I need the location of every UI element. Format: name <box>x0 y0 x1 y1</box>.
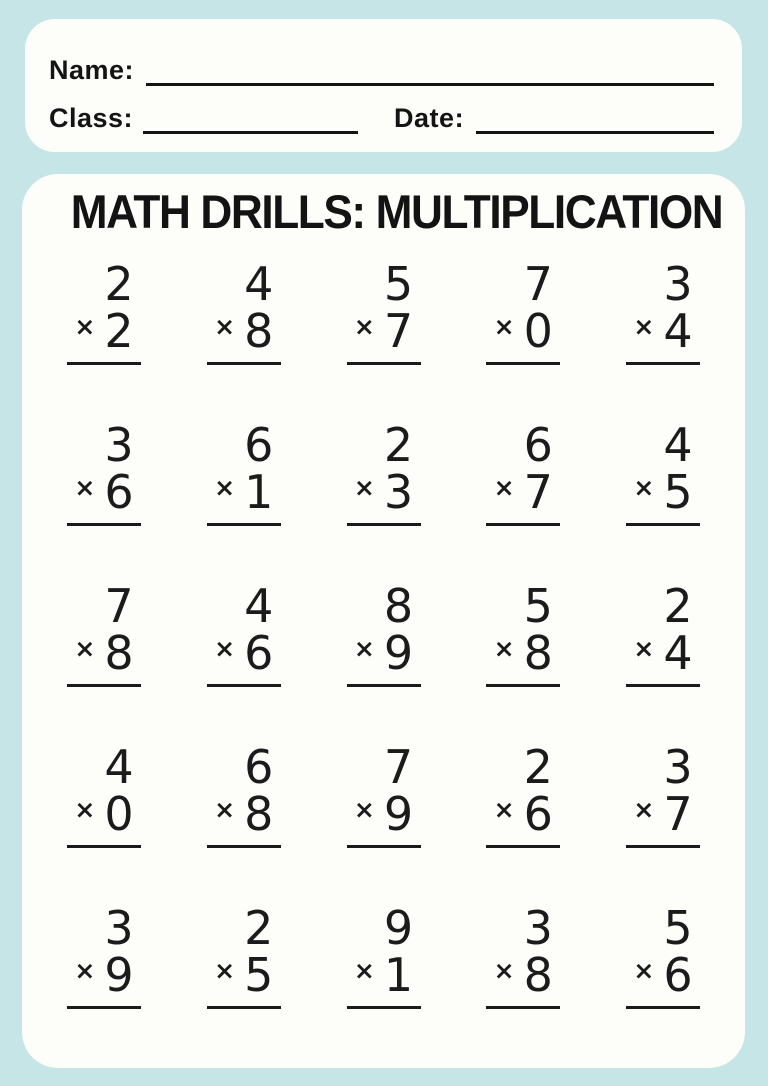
problem <box>194 900 294 1009</box>
answer-line[interactable] <box>486 1006 560 1009</box>
answer-line[interactable] <box>207 523 281 526</box>
bottom-operand-row <box>214 625 274 680</box>
problem <box>54 417 154 526</box>
multiplication-sign-icon: × <box>633 955 655 985</box>
bottom-operand: 2 <box>104 303 134 358</box>
multiplication-sign-icon: × <box>74 633 96 663</box>
top-operand-row <box>494 900 553 955</box>
bottom-operand: 1 <box>383 947 414 1002</box>
answer-line[interactable] <box>67 845 141 848</box>
top-operand: 7 <box>383 739 414 794</box>
bottom-operand-row <box>74 464 134 519</box>
top-operand-row <box>214 256 274 311</box>
class-date-field-row <box>49 94 714 134</box>
top-operand-row <box>354 256 414 311</box>
bottom-operand: 9 <box>104 947 134 1002</box>
answer-line[interactable] <box>626 684 700 687</box>
problem-row <box>54 578 713 687</box>
bottom-operand-row <box>353 625 414 680</box>
answer-line[interactable] <box>486 684 560 687</box>
problem <box>334 578 434 687</box>
top-operand: 5 <box>383 256 414 311</box>
answer-line[interactable] <box>347 684 421 687</box>
multiplication-sign-icon: × <box>493 633 515 663</box>
bottom-operand-row <box>633 303 693 358</box>
bottom-operand: 8 <box>523 625 553 680</box>
top-operand-row <box>494 417 553 472</box>
bottom-operand: 9 <box>383 786 414 841</box>
answer-line[interactable] <box>486 362 560 365</box>
top-operand: 6 <box>244 417 274 472</box>
multiplication-sign-icon: × <box>633 311 655 341</box>
class-line[interactable] <box>143 110 358 134</box>
problem <box>613 739 713 848</box>
problem <box>194 417 294 526</box>
bottom-operand-row <box>74 786 134 841</box>
bottom-operand: 6 <box>244 625 274 680</box>
bottom-operand: 7 <box>663 786 693 841</box>
top-operand-row <box>214 739 274 794</box>
top-operand-row <box>633 739 693 794</box>
bottom-operand: 7 <box>383 303 414 358</box>
multiplication-sign-icon: × <box>493 794 515 824</box>
answer-line[interactable] <box>347 845 421 848</box>
top-operand: 6 <box>244 739 274 794</box>
top-operand: 3 <box>104 900 134 955</box>
worksheet-card <box>22 174 745 1068</box>
bottom-operand-row <box>353 786 414 841</box>
multiplication-sign-icon: × <box>74 794 96 824</box>
answer-line[interactable] <box>347 523 421 526</box>
answer-line[interactable] <box>207 362 281 365</box>
multiplication-sign-icon: × <box>353 311 375 341</box>
answer-line[interactable] <box>626 362 700 365</box>
answer-line[interactable] <box>347 1006 421 1009</box>
multiplication-sign-icon: × <box>353 633 375 663</box>
problems-grid <box>50 256 717 1009</box>
problem <box>613 900 713 1009</box>
multiplication-sign-icon: × <box>74 472 96 502</box>
answer-line[interactable] <box>347 362 421 365</box>
bottom-operand-row <box>74 303 134 358</box>
bottom-operand-row <box>493 786 553 841</box>
top-operand-row <box>354 739 414 794</box>
bottom-operand-row <box>633 625 693 680</box>
top-operand: 5 <box>663 900 693 955</box>
answer-line[interactable] <box>207 845 281 848</box>
answer-line[interactable] <box>67 362 141 365</box>
top-operand: 3 <box>104 417 134 472</box>
problem-row <box>54 739 713 848</box>
top-operand-row <box>74 417 134 472</box>
problem <box>613 256 713 365</box>
problem-row <box>54 417 713 526</box>
multiplication-sign-icon: × <box>633 794 655 824</box>
top-operand-row <box>494 739 553 794</box>
bottom-operand-row <box>633 947 693 1002</box>
top-operand-row <box>494 578 553 633</box>
header-card <box>25 19 742 152</box>
top-operand-row <box>214 578 274 633</box>
multiplication-sign-icon: × <box>214 794 236 824</box>
bottom-operand-row <box>493 464 553 519</box>
problem <box>334 417 434 526</box>
problem <box>613 417 713 526</box>
top-operand: 3 <box>523 900 553 955</box>
bottom-operand: 5 <box>244 947 274 1002</box>
bottom-operand-row <box>214 947 274 1002</box>
answer-line[interactable] <box>67 684 141 687</box>
bottom-operand: 8 <box>244 303 274 358</box>
top-operand-row <box>74 256 134 311</box>
bottom-operand-row <box>353 464 414 519</box>
bottom-operand: 8 <box>523 947 553 1002</box>
answer-line[interactable] <box>67 1006 141 1009</box>
top-operand: 9 <box>383 900 414 955</box>
top-operand: 3 <box>663 739 693 794</box>
bottom-operand-row <box>633 464 693 519</box>
bottom-operand: 6 <box>663 947 693 1002</box>
answer-line[interactable] <box>486 845 560 848</box>
problem <box>194 739 294 848</box>
problem <box>54 739 154 848</box>
problem <box>473 739 573 848</box>
date-label: Date: <box>394 103 465 133</box>
bottom-operand-row <box>493 303 553 358</box>
bottom-operand-row <box>214 464 274 519</box>
bottom-operand: 8 <box>244 786 274 841</box>
problem <box>473 578 573 687</box>
title-wrap <box>50 185 723 238</box>
top-operand: 4 <box>104 739 134 794</box>
top-operand-row <box>74 578 134 633</box>
top-operand-row <box>633 417 693 472</box>
bottom-operand: 4 <box>663 625 693 680</box>
bottom-operand-row <box>493 947 553 1002</box>
top-operand-row <box>354 417 414 472</box>
bottom-operand: 3 <box>383 464 414 519</box>
top-operand: 2 <box>523 739 553 794</box>
bottom-operand-row <box>633 786 693 841</box>
bottom-operand-row <box>74 947 134 1002</box>
date-line[interactable] <box>476 110 714 134</box>
class-label: Class: <box>49 103 134 133</box>
bottom-operand-row <box>353 947 414 1002</box>
problem <box>194 578 294 687</box>
name-line[interactable] <box>146 62 714 86</box>
worksheet-title: MATH DRILLS: MULTIPLICATION <box>70 185 723 238</box>
bottom-operand-row <box>214 303 274 358</box>
answer-line[interactable] <box>486 523 560 526</box>
top-operand: 7 <box>523 256 553 311</box>
problem-row <box>54 900 713 1009</box>
bottom-operand-row <box>74 625 134 680</box>
top-operand: 2 <box>104 256 134 311</box>
top-operand-row <box>74 739 134 794</box>
multiplication-sign-icon: × <box>74 311 96 341</box>
top-operand: 4 <box>244 256 274 311</box>
name-field-row <box>49 46 714 86</box>
bottom-operand: 1 <box>244 464 274 519</box>
multiplication-sign-icon: × <box>353 794 375 824</box>
bottom-operand-row <box>214 786 274 841</box>
problem <box>54 900 154 1009</box>
top-operand-row <box>633 900 693 955</box>
bottom-operand-row <box>493 625 553 680</box>
bottom-operand: 8 <box>104 625 134 680</box>
bottom-operand: 0 <box>523 303 553 358</box>
multiplication-sign-icon: × <box>353 955 375 985</box>
top-operand: 3 <box>663 256 693 311</box>
name-label: Name: <box>49 55 135 85</box>
problem <box>194 256 294 365</box>
multiplication-sign-icon: × <box>493 311 515 341</box>
top-operand: 4 <box>663 417 693 472</box>
answer-line[interactable] <box>67 523 141 526</box>
top-operand-row <box>633 578 693 633</box>
multiplication-sign-icon: × <box>633 633 655 663</box>
top-operand-row <box>74 900 134 955</box>
bottom-operand: 9 <box>383 625 414 680</box>
problem <box>473 900 573 1009</box>
problem-row <box>54 256 713 365</box>
problem <box>54 578 154 687</box>
problem <box>473 417 573 526</box>
top-operand-row <box>494 256 553 311</box>
problem <box>334 739 434 848</box>
problem <box>54 256 154 365</box>
answer-line[interactable] <box>207 684 281 687</box>
top-operand: 5 <box>523 578 553 633</box>
multiplication-sign-icon: × <box>493 955 515 985</box>
answer-line[interactable] <box>207 1006 281 1009</box>
problem <box>473 256 573 365</box>
answer-line[interactable] <box>626 1006 700 1009</box>
multiplication-sign-icon: × <box>633 472 655 502</box>
bottom-operand: 6 <box>104 464 134 519</box>
top-operand-row <box>214 900 274 955</box>
multiplication-sign-icon: × <box>74 955 96 985</box>
answer-line[interactable] <box>626 523 700 526</box>
bottom-operand: 5 <box>663 464 693 519</box>
top-operand-row <box>354 578 414 633</box>
multiplication-sign-icon: × <box>493 472 515 502</box>
bottom-operand: 6 <box>523 786 553 841</box>
bottom-operand: 4 <box>663 303 693 358</box>
bottom-operand: 0 <box>104 786 134 841</box>
multiplication-sign-icon: × <box>353 472 375 502</box>
top-operand: 7 <box>104 578 134 633</box>
bottom-operand: 7 <box>523 464 553 519</box>
top-operand: 4 <box>244 578 274 633</box>
top-operand-row <box>633 256 693 311</box>
top-operand-row <box>354 900 414 955</box>
multiplication-sign-icon: × <box>214 472 236 502</box>
top-operand: 6 <box>523 417 553 472</box>
problem <box>613 578 713 687</box>
multiplication-sign-icon: × <box>214 955 236 985</box>
problem <box>334 256 434 365</box>
top-operand: 2 <box>244 900 274 955</box>
bottom-operand-row <box>353 303 414 358</box>
multiplication-sign-icon: × <box>214 633 236 663</box>
top-operand: 2 <box>663 578 693 633</box>
top-operand-row <box>214 417 274 472</box>
answer-line[interactable] <box>626 845 700 848</box>
problem <box>334 900 434 1009</box>
top-operand: 8 <box>383 578 414 633</box>
top-operand: 2 <box>383 417 414 472</box>
multiplication-sign-icon: × <box>214 311 236 341</box>
